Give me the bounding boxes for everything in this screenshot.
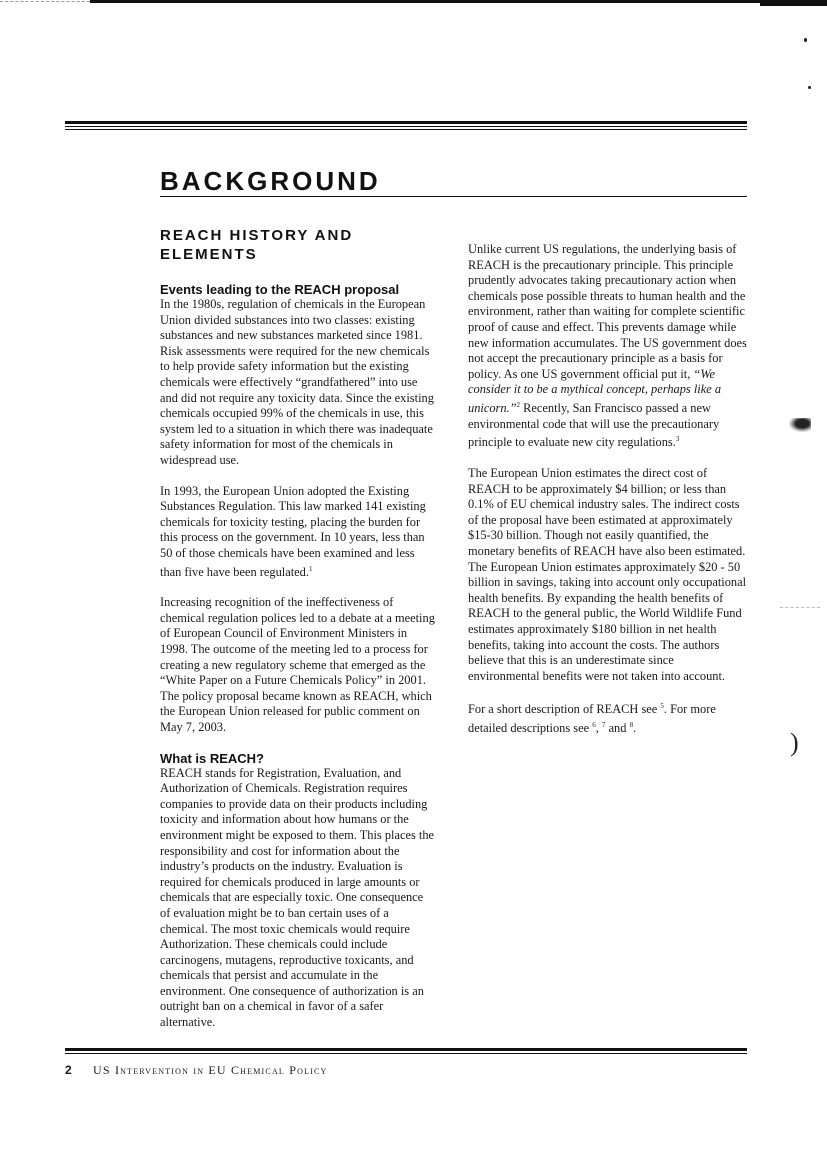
margin-ink-blot (789, 418, 811, 432)
footer-rule (65, 1048, 747, 1051)
paragraph: In the 1980s, regulation of chemicals in the European Union divided substances into two classes: existing substances and new substances marketed since 1981. Risk assessments were required for the new chemicals to help provide safety information but the existing chemicals were effectively “grandfathered” into use and did not require any toxicity data. Since the existing chemicals occupied 99% of the chemicals in use, this system led to a situation in which there was inadequate safety information for most of the chemicals in widespread use. (160, 297, 434, 467)
footer-rule (65, 1053, 747, 1054)
footnote-ref[interactable]: 8 (629, 721, 634, 729)
paragraph: Increasing recognition of the ineffectiveness of chemical regulation polices led to a debate at a meeting of European Council of Environment Ministers in 1998. The outcome of the meeting led to a process for creating a new regulatory scheme that emerged as the “White Paper on a Future Chemicals Policy” in 2001. The policy proposal became known as REACH, which the European Union released for public comment on May 7, 2003. (160, 595, 435, 734)
footnote-ref[interactable]: 5 (660, 702, 664, 711)
paragraph-text: Recently, San Francisco passed a new environmental code that will use the precautionary principle to evaluate new city regulations. (468, 401, 720, 450)
section-title-underline (160, 196, 747, 197)
paragraph (468, 699, 748, 736)
events-subheading: Events leading to the REACH proposal (160, 282, 400, 297)
left-column (160, 226, 435, 1031)
what-is-reach-subheading: What is REACH? (160, 750, 264, 766)
paragraph (468, 242, 748, 451)
reach-history-heading: REACH HISTORY AND ELEMENTS (160, 227, 354, 263)
scan-speck (808, 86, 811, 89)
running-title: US Intervention in EU Chemical Policy (93, 1063, 328, 1077)
section-title: BACKGROUND (160, 166, 381, 196)
scan-edge-artifact (0, 1, 90, 3)
footnote-ref[interactable]: 3 (675, 435, 680, 444)
header-rule (65, 126, 747, 127)
header-rule (65, 129, 747, 130)
paragraph-text: In 1993, the European Union adopted the Existing Substances Regulation. This law marked 141 existing chemicals for toxicity testing, placing the burden for this process on the government. In 10 years, less than 50 of those chemicals have been examined and less than five have been regulated. (160, 483, 426, 579)
top-edge-rule-end (760, 0, 827, 6)
quote-text: “We consider it to be a mythical concept, perhaps like a unicorn.” (468, 366, 722, 416)
paragraph: The European Union estimates the direct cost of REACH to be approximately $4 billion; or less than 0.1% of EU chemical industry sales. The indirect costs of the proposal have been estimated at approximately $15-30 billion. Though not easily quantified, the monetary benefits of REACH have also been estimated. The European Union estimates approximately $20 - 50 billion in savings, taking into account only occupational health benefits. By expanding the health benefits of REACH to the general public, the World Wildlife Fund estimates approximately $180 billion in net health benefits, taking into account the costs. The authors believe that this is an underestimate since environmental benefits were not taken into account. (468, 465, 747, 683)
paragraph: REACH stands for Registration, Evaluation, and Authorization of Chemicals. Registration requires companies to provide data on their products including toxicity and information about how humans or the environment might be exposed to them. This places the responsibility and cost for information about the industry’s products on the industry. Evaluation is required for chemicals produced in large amounts or chemicals that are especially toxic. One consequence of evaluation might be to ban certain uses of a chemical. The most toxic chemicals would require Authorization. These chemicals could include carcinogens, mutagens, reproductive toxicants, and chemicals that persist and accumulate in the environment. One consequence of authorization is an outright ban on a chemical in favor of a safer alternative. (160, 765, 435, 1030)
margin-scan-mark (780, 607, 820, 609)
paragraph (160, 484, 435, 581)
paragraph-text: Unlike current US regulations, the underlying basis of REACH is the precautionary principle. This principle prudently advocates taking precautionary action when chemicals pose possible threats to human health and the environment, rather than waiting for complete scientific proof of cause and effect. This prevents damage while new information accumulates. The US government does not accept the precautionary principle as a basis for policy. As one US government official put it, (468, 242, 747, 381)
right-column (468, 242, 748, 737)
top-edge-rule (90, 0, 827, 3)
margin-paren-mark: ) (790, 728, 799, 757)
scan-speck (804, 38, 807, 42)
paragraph-text: For a short description of REACH see (468, 702, 658, 717)
footnote-ref[interactable]: 2 (516, 400, 521, 409)
paragraph-text: and (608, 721, 627, 736)
header-rule (65, 121, 747, 124)
footnote-ref[interactable]: 1 (308, 564, 313, 573)
paragraph-text: . (633, 721, 637, 736)
paragraph-text: , (595, 721, 599, 736)
page-number: 2 (65, 1063, 72, 1077)
footnote-ref[interactable]: 7 (601, 721, 606, 729)
paragraph-text: . For more detailed descriptions see (468, 702, 716, 736)
footnote-ref[interactable]: 6 (592, 721, 596, 729)
